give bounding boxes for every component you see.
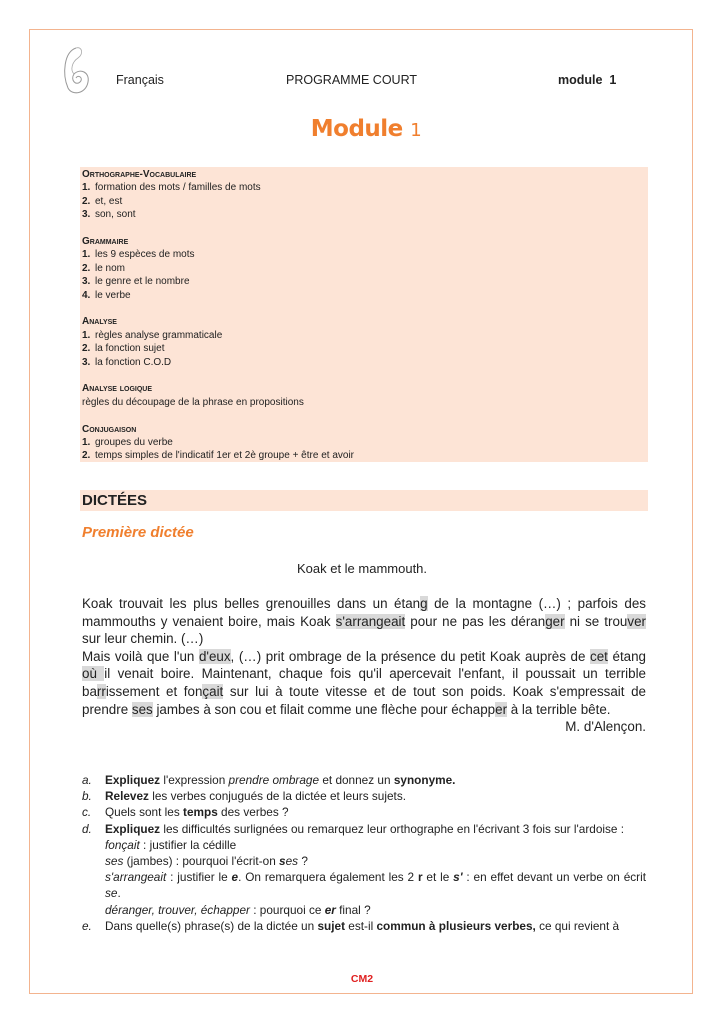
program-box bbox=[80, 167, 648, 462]
item-text: le nom bbox=[95, 262, 126, 274]
program-item bbox=[82, 181, 646, 194]
text-segment: : justifier la cédille bbox=[139, 837, 237, 852]
question-line bbox=[105, 918, 646, 934]
text-segment: de la montagne (…) ; parfois des mammouths y venaient boire, mais Koak bbox=[82, 596, 646, 629]
program-item bbox=[82, 208, 646, 221]
highlighted-difficulty: g bbox=[420, 596, 428, 611]
item-text: son, sont bbox=[95, 209, 136, 221]
program-item bbox=[82, 396, 646, 409]
question-line bbox=[105, 821, 646, 837]
program-item bbox=[82, 275, 646, 288]
program-heading: Grammaire bbox=[82, 236, 129, 248]
text-segment: Expliquez bbox=[105, 773, 161, 787]
item-number: 2. bbox=[82, 195, 91, 207]
text-segment: Relevez bbox=[105, 789, 149, 804]
text-segment: Dans quelle(s) phrase(s) de la dictée un bbox=[105, 918, 318, 933]
text-segment: , (…) prit ombrage de la présence du petit Koak auprès de bbox=[230, 648, 591, 664]
text-segment: fonçait bbox=[105, 837, 140, 852]
title-text: Module bbox=[310, 116, 403, 142]
program-heading: Orthographe-Vocabulaire bbox=[82, 169, 197, 180]
question-line bbox=[105, 853, 646, 869]
text-segment: à la terrible bête. bbox=[507, 701, 611, 717]
question-text bbox=[105, 788, 646, 804]
question-line bbox=[105, 772, 646, 788]
text-segment: s' bbox=[453, 870, 463, 885]
questions-list bbox=[82, 772, 646, 934]
dictation-author: M. d'Alençon. bbox=[565, 719, 646, 735]
item-number: 2. bbox=[82, 343, 91, 355]
text-segment: es bbox=[285, 854, 299, 869]
item-number: 3. bbox=[82, 276, 91, 288]
text-segment: temps bbox=[183, 805, 218, 820]
footer-level: CM2 bbox=[350, 973, 374, 985]
text-segment: sur leur chemin. (…) bbox=[82, 631, 204, 647]
question-letter: b. bbox=[82, 789, 92, 804]
text-segment: s bbox=[279, 854, 286, 869]
program-item bbox=[82, 289, 646, 302]
text-segment: et le bbox=[422, 870, 454, 885]
header-module: module 1 bbox=[558, 73, 617, 87]
text-segment: : en effet devant un verbe on écrit bbox=[462, 870, 647, 885]
question-text bbox=[105, 772, 646, 788]
text-segment: s'arrangeait bbox=[105, 870, 167, 885]
question-letter: e. bbox=[82, 918, 92, 933]
program-item bbox=[82, 449, 646, 462]
question-letter: d. bbox=[82, 821, 92, 836]
item-number: 1. bbox=[82, 329, 91, 341]
item-number: 1. bbox=[82, 437, 91, 449]
text-segment: ni se trou bbox=[564, 613, 628, 629]
text-segment: déranger, trouver, échapper bbox=[105, 902, 250, 917]
dictation-paragraph bbox=[82, 648, 646, 718]
item-text: règles du découpage de la phrase en propositions bbox=[82, 396, 304, 408]
question-item bbox=[82, 918, 646, 934]
page-title bbox=[0, 116, 724, 142]
item-text: les 9 espèces de mots bbox=[95, 249, 195, 261]
highlighted-difficulty: çait bbox=[202, 683, 224, 699]
text-segment: il venait boire. Maintenant, chaque fois qu'il apercevait l'enfant, il poussait un terrible ba bbox=[82, 666, 646, 699]
question-line bbox=[105, 788, 646, 804]
header-program: PROGRAMME COURT bbox=[286, 73, 418, 87]
text-segment: er bbox=[324, 902, 336, 917]
program-item bbox=[82, 329, 646, 342]
item-text: le genre et le nombre bbox=[95, 276, 190, 288]
program-heading: Conjugaison bbox=[82, 423, 137, 435]
question-line bbox=[105, 837, 646, 853]
item-text: groupes du verbe bbox=[95, 437, 173, 449]
program-heading: Analyse bbox=[82, 316, 117, 328]
item-number: 2. bbox=[82, 450, 91, 462]
section-heading: DICTÉES bbox=[80, 490, 648, 511]
question-letter: c. bbox=[82, 805, 92, 820]
question-item bbox=[82, 804, 646, 820]
text-segment: sujet bbox=[317, 918, 346, 933]
program-item bbox=[82, 436, 646, 449]
spacer bbox=[82, 409, 646, 422]
text-segment: final ? bbox=[335, 902, 371, 917]
text-segment: est-il bbox=[345, 918, 377, 933]
dictation-subtitle: Première dictée bbox=[82, 524, 194, 541]
question-line bbox=[105, 869, 646, 901]
program-item bbox=[82, 342, 646, 355]
text-segment: synonyme. bbox=[393, 773, 456, 787]
text-segment: jambes à son cou et filait comme une flèche pour échapp bbox=[152, 701, 496, 717]
highlighted-difficulty: ver bbox=[627, 613, 646, 629]
item-number: 1. bbox=[82, 249, 91, 261]
program-item bbox=[82, 195, 646, 208]
highlighted-difficulty: ses bbox=[131, 701, 153, 717]
question-text bbox=[105, 918, 646, 934]
text-segment: ce qui revient à bbox=[535, 918, 620, 933]
program-heading: Analyse logique bbox=[82, 383, 153, 395]
text-segment: Mais voilà que l'un bbox=[82, 648, 199, 664]
highlighted-difficulty: cet bbox=[590, 648, 608, 664]
dictation-title: Koak et le mammouth. bbox=[296, 561, 428, 576]
highlighted-difficulty: er bbox=[495, 701, 508, 717]
question-line bbox=[105, 902, 646, 918]
question-item bbox=[82, 821, 646, 918]
text-segment: Quels sont les bbox=[105, 805, 184, 820]
text-segment: prendre ombrage bbox=[228, 773, 320, 787]
item-text: la fonction sujet bbox=[95, 343, 165, 355]
text-segment: sur lui à toute vitesse et de tout son poids. Koak s'empressait de prendre bbox=[82, 683, 646, 717]
text-segment: . On remarquera également les 2 bbox=[238, 870, 418, 885]
text-segment: pour ne pas les déran bbox=[405, 613, 546, 629]
item-number: 4. bbox=[82, 289, 91, 301]
item-text: formation des mots / familles de mots bbox=[95, 182, 261, 194]
spacer bbox=[82, 222, 646, 235]
question-item bbox=[82, 772, 646, 788]
dictation-text bbox=[82, 595, 646, 736]
question-letter: a. bbox=[82, 773, 92, 787]
item-text: le verbe bbox=[95, 289, 131, 301]
text-segment: se bbox=[105, 886, 118, 901]
item-number: 3. bbox=[82, 209, 91, 221]
item-number: 2. bbox=[82, 262, 91, 274]
question-text bbox=[105, 804, 646, 820]
highlighted-difficulty: ger bbox=[545, 613, 565, 629]
highlighted-difficulty: rr bbox=[96, 683, 106, 699]
text-segment: étang bbox=[607, 648, 647, 664]
question-line bbox=[105, 804, 646, 820]
dictation-paragraph bbox=[82, 595, 646, 648]
text-segment: l'expression bbox=[160, 773, 229, 787]
text-segment: issement et fon bbox=[105, 683, 203, 699]
spacer bbox=[82, 302, 646, 315]
text-segment: : pourquoi ce bbox=[249, 902, 325, 917]
text-segment: et donnez un bbox=[319, 773, 394, 787]
text-segment: e bbox=[231, 870, 239, 885]
text-segment: Koak trouvait les plus belles grenouilles dans un étan bbox=[82, 596, 421, 611]
text-segment: commun à plusieurs verbes, bbox=[376, 918, 536, 933]
text-segment: les difficultés surlignées ou remarquez leur orthographe en l'écrivant 3 fois sur l'ardoise : bbox=[160, 821, 625, 836]
spiral-logo-icon bbox=[60, 44, 92, 96]
item-text: règles analyse grammaticale bbox=[95, 329, 223, 341]
text-segment: . bbox=[117, 886, 121, 901]
text-segment: les verbes conjugués de la dictée et leurs sujets. bbox=[148, 789, 407, 804]
program-item bbox=[82, 262, 646, 275]
question-item bbox=[82, 788, 646, 804]
text-segment: ? bbox=[298, 854, 308, 869]
text-segment: des verbes ? bbox=[217, 805, 289, 820]
text-segment: ses bbox=[105, 854, 124, 869]
item-number: 3. bbox=[82, 356, 91, 368]
text-segment: : justifier le bbox=[166, 870, 232, 885]
highlighted-difficulty: d'eux bbox=[198, 648, 231, 664]
text-segment: (jambes) : pourquoi l'écrit-on bbox=[123, 854, 280, 869]
program-item bbox=[82, 356, 646, 369]
spacer bbox=[82, 369, 646, 382]
highlighted-difficulty: où bbox=[82, 666, 105, 682]
highlighted-difficulty: s'arrangeait bbox=[335, 613, 406, 629]
header-subject: Français bbox=[116, 73, 164, 87]
question-text bbox=[105, 821, 646, 918]
item-number: 1. bbox=[82, 182, 91, 194]
text-segment: Expliquez bbox=[105, 821, 161, 836]
text-segment: r bbox=[417, 870, 423, 885]
program-item bbox=[82, 248, 646, 261]
title-number: 1 bbox=[410, 120, 422, 141]
item-text: temps simples de l'indicatif 1er et 2è groupe + être et avoir bbox=[95, 450, 354, 462]
item-text: la fonction C.O.D bbox=[95, 356, 172, 368]
item-text: et, est bbox=[95, 195, 123, 207]
